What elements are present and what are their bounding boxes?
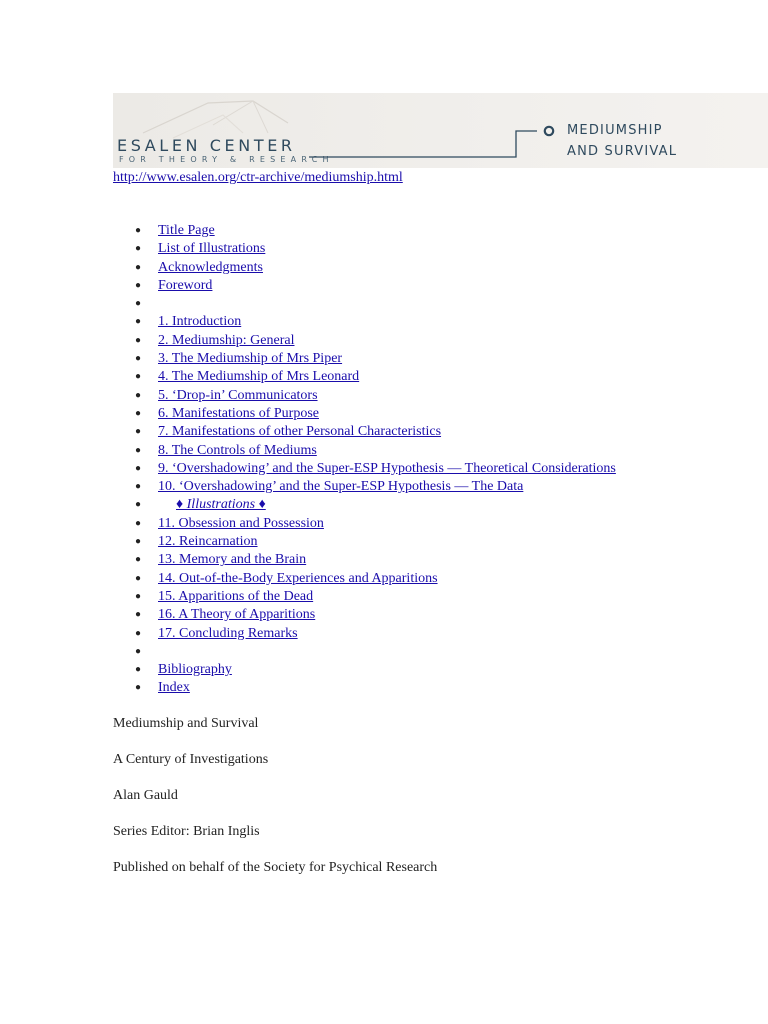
bullet-icon: ● bbox=[135, 645, 142, 657]
list-item bbox=[113, 625, 753, 643]
list-item bbox=[113, 661, 753, 679]
list-item bbox=[113, 588, 753, 606]
list-item bbox=[113, 387, 753, 405]
toc-link[interactable]: Title Page bbox=[158, 223, 215, 238]
bullet-icon: ● bbox=[135, 590, 142, 602]
series-title-line-2: AND SURVIVAL bbox=[567, 144, 678, 159]
bullet-icon: ● bbox=[135, 353, 142, 365]
toc-link[interactable]: 12. Reincarnation bbox=[158, 534, 258, 550]
list-item bbox=[113, 460, 753, 478]
toc-link[interactable]: 11. Obsession and Possession bbox=[158, 515, 324, 531]
list-item bbox=[113, 423, 753, 441]
bullet-icon: ● bbox=[135, 389, 142, 401]
list-item bbox=[113, 570, 753, 588]
toc-link[interactable]: 4. The Mediumship of Mrs Leonard bbox=[158, 369, 360, 385]
bullet-icon: ● bbox=[135, 279, 142, 291]
list-item bbox=[113, 679, 753, 697]
list-item bbox=[113, 442, 753, 460]
bullet-icon: ● bbox=[135, 316, 142, 328]
bullet-icon: ● bbox=[135, 554, 142, 566]
toc-link[interactable]: 3. The Mediumship of Mrs Piper bbox=[158, 351, 343, 367]
bullet-icon: ● bbox=[135, 261, 142, 273]
bullet-icon: ● bbox=[135, 426, 142, 438]
toc-link[interactable]: 1. Introduction bbox=[158, 314, 242, 330]
bullet-icon: ● bbox=[135, 536, 142, 548]
bullet-icon: ● bbox=[135, 481, 142, 493]
brand-name: ESALEN CENTER bbox=[117, 136, 296, 155]
list-item bbox=[113, 368, 753, 386]
toc-link[interactable]: 13. Memory and the Brain bbox=[158, 552, 307, 568]
toc-link[interactable]: Foreword bbox=[158, 277, 213, 293]
bullet-icon: ● bbox=[135, 682, 142, 694]
list-item bbox=[113, 606, 753, 624]
bullet-icon: ● bbox=[135, 627, 142, 639]
bullet-icon: ● bbox=[135, 572, 142, 584]
bullet-icon: ● bbox=[135, 298, 142, 310]
series-title bbox=[567, 120, 677, 162]
book-subtitle: A Century of Investigations bbox=[113, 752, 269, 767]
source-url-link[interactable]: http://www.esalen.org/ctr-archive/mediumship.html bbox=[113, 170, 403, 185]
toc-link[interactable]: 7. Manifestations of other Personal Characteristics bbox=[158, 424, 442, 440]
list-item bbox=[113, 533, 753, 551]
series-title-line-1: MEDIUMSHIP bbox=[567, 123, 663, 138]
bullet-icon: ● bbox=[135, 407, 142, 419]
list-item bbox=[113, 405, 753, 423]
toc-link[interactable]: 9. ‘Overshadowing’ and the Super-ESP Hypothesis — Theoretical Considerations bbox=[158, 460, 616, 476]
list-item bbox=[113, 295, 753, 313]
toc-link[interactable]: Index bbox=[158, 680, 190, 696]
bullet-icon: ● bbox=[135, 499, 142, 511]
book-title: Mediumship and Survival bbox=[113, 716, 259, 731]
toc-link[interactable]: List of Illustrations bbox=[158, 241, 266, 257]
book-author: Alan Gauld bbox=[113, 788, 178, 803]
list-item bbox=[113, 515, 753, 533]
toc-link[interactable]: 14. Out-of-the-Body Experiences and Apparitions bbox=[158, 570, 438, 586]
header-banner bbox=[113, 93, 768, 168]
bullet-icon: ● bbox=[135, 225, 142, 236]
toc-link[interactable]: 2. Mediumship: General bbox=[158, 332, 295, 348]
toc-link[interactable]: 10. ‘Overshadowing’ and the Super-ESP Hypothesis — The Data bbox=[158, 479, 524, 495]
toc-link[interactable]: 17. Concluding Remarks bbox=[158, 625, 298, 641]
toc-link[interactable]: 6. Manifestations of Purpose bbox=[158, 405, 319, 421]
bullet-icon: ● bbox=[135, 334, 142, 346]
bullet-icon: ● bbox=[135, 664, 142, 676]
table-of-contents bbox=[113, 222, 753, 698]
list-item bbox=[113, 277, 753, 295]
list-item bbox=[113, 332, 753, 350]
bullet-icon: ● bbox=[135, 444, 142, 456]
bullet-icon: ● bbox=[135, 609, 142, 621]
list-item bbox=[113, 259, 753, 277]
series-editor: Series Editor: Brian Inglis bbox=[113, 824, 260, 839]
toc-link[interactable]: 15. Apparitions of the Dead bbox=[158, 588, 314, 604]
connector-line-icon bbox=[309, 123, 559, 163]
toc-link[interactable]: ♦ Illustrations ♦ bbox=[176, 497, 266, 513]
list-item bbox=[113, 240, 753, 258]
publisher-note: Published on behalf of the Society for Psychical Research bbox=[113, 860, 438, 875]
list-item bbox=[113, 551, 753, 569]
bullet-icon: ● bbox=[135, 462, 142, 474]
toc-link[interactable]: 8. The Controls of Mediums bbox=[158, 442, 317, 458]
brand-subtitle: FOR THEORY & RESEARCH bbox=[119, 155, 334, 164]
list-item bbox=[113, 350, 753, 368]
list-item bbox=[113, 478, 753, 496]
toc-link[interactable]: 5. ‘Drop-in’ Communicators bbox=[158, 387, 318, 403]
bullet-icon: ● bbox=[135, 517, 142, 529]
list-item bbox=[113, 643, 753, 661]
list-item bbox=[113, 222, 753, 240]
list-item bbox=[113, 313, 753, 331]
toc-link[interactable]: 16. A Theory of Apparitions bbox=[158, 607, 316, 623]
bullet-icon: ● bbox=[135, 243, 142, 255]
toc-link[interactable]: Acknowledgments bbox=[158, 259, 263, 275]
list-item bbox=[113, 496, 753, 514]
toc-link[interactable]: Bibliography bbox=[158, 662, 232, 678]
bullet-icon: ● bbox=[135, 371, 142, 383]
